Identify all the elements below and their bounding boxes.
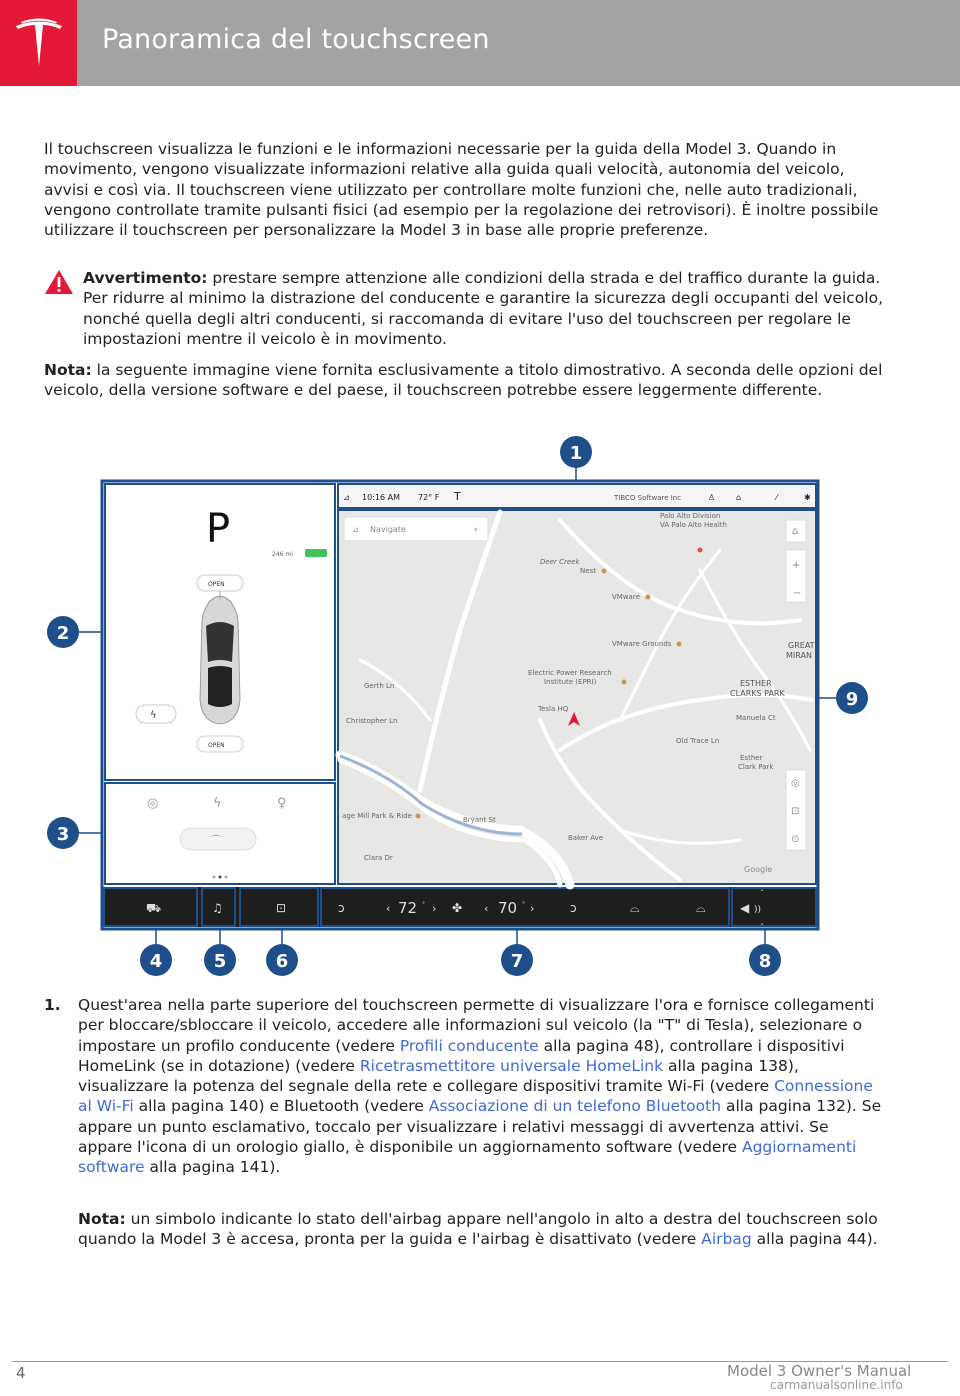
svg-text:⌓: ⌓ bbox=[696, 901, 706, 915]
svg-text:⊿: ⊿ bbox=[343, 493, 350, 502]
svg-text:T: T bbox=[454, 490, 461, 503]
svg-text:ϟ: ϟ bbox=[213, 796, 222, 811]
page-header bbox=[0, 0, 960, 86]
list-item-1: 1. Quest'area nella parte superiore del touchscreen permette di visualizzare l'ora e fornisce collegamenti per bloccare/sbloccare il veicolo, accedere alle informazioni sul veicolo (la "T" di Tesla), selezionare o impostare un profilo conducente (vedere Profili conducente alla pagina 48), controllare i dispositivi HomeLink (se in dotazione) (vedere Ricetrasmettitore universale HomeLink alla pagina 138), visualizzare la potenza del segnale della rete e collegare dispositivi tramite Wi-Fi (vedere Connessione al Wi-Fi alla pagina 140) e Bluetooth (vedere Associazione di un telefono Bluetooth alla pagina 132). Se appare un punto esclamativo, toccalo per visualizzare i relativi messaggi di avvertenza attivi. Se appare l'icona di un orologio giallo, è disponibile un aggiornamento software (vedere Aggiornamenti software alla pagina 141). bbox=[44, 996, 882, 1177]
svg-text:Gerth Ln: Gerth Ln bbox=[364, 682, 395, 690]
page-number: 4 bbox=[16, 1364, 26, 1382]
svg-text:°: ° bbox=[522, 901, 525, 908]
svg-text:◎: ◎ bbox=[791, 778, 800, 789]
gear-indicator: P bbox=[206, 506, 231, 552]
svg-text:⊡: ⊡ bbox=[791, 806, 800, 817]
svg-text:◀: ◀ bbox=[740, 901, 750, 915]
svg-text:Clara Dr: Clara Dr bbox=[364, 854, 393, 862]
watermark: carmanualsonline.info bbox=[770, 1378, 903, 1392]
svg-text:age Mill Park & Ride: age Mill Park & Ride bbox=[342, 812, 412, 820]
warning-icon bbox=[44, 269, 74, 295]
svg-text:‹: ‹ bbox=[484, 902, 489, 915]
svg-text:Deer Creek: Deer Creek bbox=[540, 558, 580, 566]
svg-text:ˇ: ˇ bbox=[760, 923, 764, 932]
link-homelink[interactable]: Ricetrasmettitore universale HomeLink bbox=[359, 1056, 664, 1075]
svg-text:CLARKS PARK: CLARKS PARK bbox=[730, 689, 785, 698]
svg-text:ϟ: ϟ bbox=[150, 710, 157, 721]
passenger-temp[interactable]: 70 bbox=[498, 899, 518, 917]
svg-text:−: − bbox=[793, 588, 802, 599]
svg-text:⌓: ⌓ bbox=[630, 901, 640, 915]
link-aggiornamenti-software[interactable]: Aggiornamenti software bbox=[78, 1138, 857, 1177]
tesla-logo bbox=[0, 0, 77, 86]
svg-text:⊡: ⊡ bbox=[276, 901, 287, 915]
frunk-open[interactable]: OPEN bbox=[208, 581, 225, 588]
svg-text:⊿: ⊿ bbox=[352, 525, 359, 534]
note-airbag: Nota: un simbolo indicante lo stato dell'airbag appare nell'angolo in alto a destra del touchscreen solo quando la Model 3 è accesa, pronta per la guida e l'airbag è disattivato (vedere Airbag alla pagina 44). bbox=[78, 1210, 878, 1249]
svg-text:5: 5 bbox=[213, 951, 227, 972]
svg-text:♙: ♙ bbox=[708, 493, 716, 502]
svg-text:Baker Ave: Baker Ave bbox=[568, 834, 604, 842]
svg-text:♀: ♀ bbox=[277, 796, 287, 811]
svg-text:6: 6 bbox=[275, 951, 289, 972]
svg-text:Manuela Ct: Manuela Ct bbox=[736, 714, 776, 722]
svg-text:ↄ: ↄ bbox=[338, 901, 345, 915]
svg-text:ˆ: ˆ bbox=[760, 889, 764, 898]
svg-text:MIRAN: MIRAN bbox=[786, 651, 812, 660]
tesla-t-icon bbox=[13, 18, 65, 70]
svg-text:2: 2 bbox=[56, 623, 70, 644]
svg-text:VMware: VMware bbox=[612, 593, 640, 601]
svg-text:Nest: Nest bbox=[580, 567, 596, 575]
page-title: Panoramica del touchscreen bbox=[102, 24, 490, 55]
note-label: Nota: bbox=[44, 361, 92, 379]
status-time: 10:16 AM bbox=[362, 493, 400, 502]
svg-text:✱: ✱ bbox=[804, 493, 811, 502]
svg-text:Old Trace Ln: Old Trace Ln bbox=[676, 737, 720, 745]
svg-text:⛟: ⛟ bbox=[146, 901, 162, 915]
svg-text:VMware Grounds: VMware Grounds bbox=[612, 640, 672, 648]
link-wifi[interactable]: Connessione al Wi-Fi bbox=[78, 1077, 873, 1116]
driver-temp[interactable]: 72 bbox=[398, 899, 418, 917]
intro-paragraph: Il touchscreen visualizza le funzioni e le informazioni necessarie per la guida della Model 3. Quando in movimento, vengono visualizzate informazioni relative alla guida quali velocità, autonomia del veicolo, avvisi e così via. Il touchscreen viene utilizzato per controllare molte funzioni che, nelle auto tradizionali, vengono controllate tramite pulsanti fisici (ad esempio per la regolazione dei retrovisori). È inoltre possibile utilizzare il touchscreen per personalizzare la Model 3 in base alle proprie preferenze. bbox=[44, 140, 879, 240]
link-bluetooth[interactable]: Associazione di un telefono Bluetooth bbox=[428, 1097, 722, 1116]
svg-text:Palo Alto Division: Palo Alto Division bbox=[660, 512, 721, 520]
svg-text:‹: ‹ bbox=[386, 902, 391, 915]
svg-text:Clark Park: Clark Park bbox=[738, 763, 774, 771]
svg-text:✤: ✤ bbox=[452, 901, 463, 915]
car-top-view bbox=[200, 591, 240, 724]
svg-text:›: › bbox=[530, 902, 535, 915]
link-airbag[interactable]: Airbag bbox=[701, 1230, 752, 1249]
svg-text:4: 4 bbox=[149, 951, 163, 972]
status-network: TIBCO Software Inc bbox=[614, 494, 682, 502]
svg-text:Bryant St: Bryant St bbox=[463, 816, 496, 824]
svg-text:›: › bbox=[432, 902, 437, 915]
svg-text:VA Palo Alto Health: VA Palo Alto Health bbox=[660, 521, 727, 529]
warning-block bbox=[44, 268, 884, 349]
svg-text:3: 3 bbox=[56, 824, 70, 845]
svg-text:7: 7 bbox=[510, 951, 524, 972]
trunk-open[interactable]: OPEN bbox=[208, 742, 225, 749]
svg-text:1: 1 bbox=[569, 443, 583, 464]
touchscreen-illustration bbox=[0, 430, 960, 980]
warning-text: prestare sempre attenzione alle condizioni della strada e del traffico durante la guida. Per ridurre al minimo la distrazione del conducente e garantire la sicurezza degli occupanti del veicolo, nonché quella degli altri conducenti, si raccomanda di evitare l'uso del touchscreen per regolare le impostazioni mentre il veicolo è in movimento. bbox=[83, 269, 883, 348]
svg-text:GREAT: GREAT bbox=[788, 641, 815, 650]
svg-text:ESTHER: ESTHER bbox=[740, 679, 772, 688]
svg-text:⌒: ⌒ bbox=[211, 836, 221, 847]
svg-text:Tesla HQ: Tesla HQ bbox=[538, 705, 569, 713]
svg-text:Electric Power Research: Electric Power Research bbox=[528, 669, 612, 677]
svg-text:◎: ◎ bbox=[147, 796, 159, 811]
status-temp: 72° F bbox=[418, 493, 440, 502]
note-paragraph bbox=[44, 360, 884, 401]
svg-text:⌂: ⌂ bbox=[736, 493, 742, 502]
svg-text:ↄ: ↄ bbox=[570, 901, 577, 915]
svg-text:Esther: Esther bbox=[740, 754, 763, 762]
navigate-field[interactable]: Navigate bbox=[370, 525, 406, 534]
svg-text:°: ° bbox=[422, 901, 425, 908]
range-readout: 246 mi bbox=[272, 551, 293, 558]
svg-text:⁄: ⁄ bbox=[776, 493, 778, 502]
svg-text:⌂: ⌂ bbox=[792, 526, 799, 537]
svg-text:Institute (EPRI): Institute (EPRI) bbox=[544, 678, 597, 686]
svg-text:8: 8 bbox=[758, 951, 772, 972]
svg-text:9: 9 bbox=[845, 689, 859, 710]
svg-text:Christopher Ln: Christopher Ln bbox=[346, 717, 398, 725]
svg-text:Google: Google bbox=[744, 865, 773, 874]
svg-text:⊙: ⊙ bbox=[791, 834, 800, 845]
note-text: la seguente immagine viene fornita esclusivamente a titolo dimostrativo. A seconda delle opzioni del veicolo, della versione software e del paese, il touchscreen potrebbe essere leggermente differente. bbox=[44, 361, 883, 400]
manual-title: Model 3 Owner's Manual bbox=[727, 1362, 912, 1380]
svg-text:♫: ♫ bbox=[212, 901, 223, 915]
list-number: 1. bbox=[44, 996, 61, 1014]
svg-text:+: + bbox=[792, 560, 801, 571]
warning-label: Avvertimento: bbox=[83, 269, 208, 287]
svg-text:)): )) bbox=[754, 905, 762, 915]
link-profili-conducente[interactable]: Profili conducente bbox=[399, 1036, 539, 1055]
svg-text:›: › bbox=[474, 525, 478, 535]
